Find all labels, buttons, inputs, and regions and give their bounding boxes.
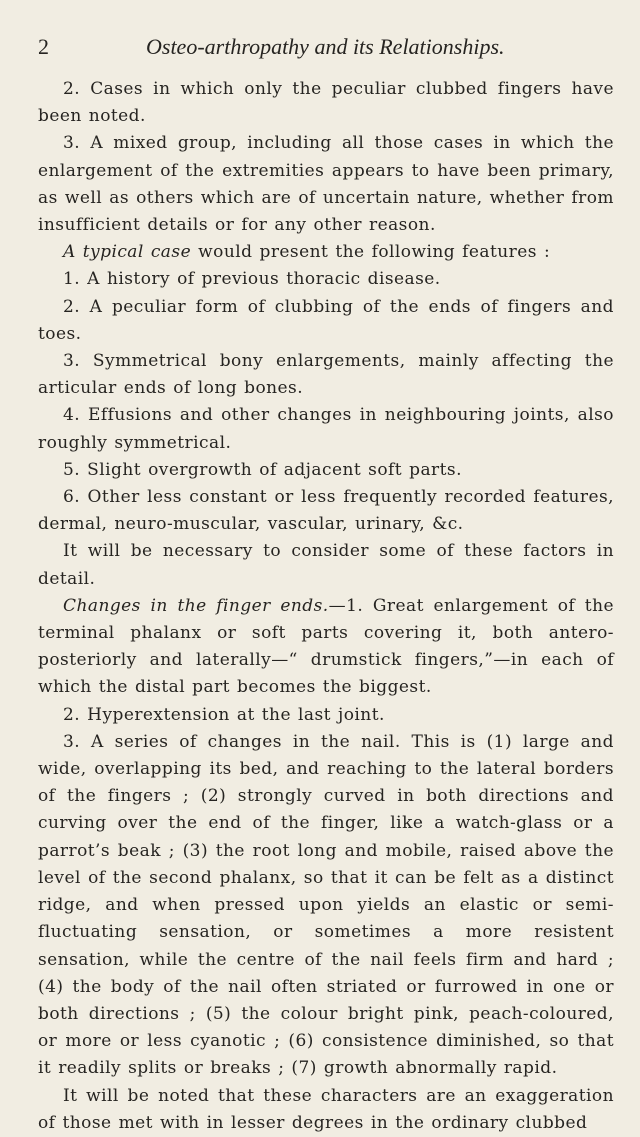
- list-item-effusions: [38, 402, 614, 456]
- body-text: [38, 76, 614, 1137]
- paragraph-text: 3. A series of changes in the nail. This is (1) large and wide, overlapping its bed, and reaching to the lateral borders of the fingers ; (2) strongly curved in both directions and curving over the end of the finger, like a watch-glass or a parrot’s beak ; (3) the root long and mobile, raised above the level of the second phalanx, so that it can be felt as a distinct ridge, and when pressed upon yields an elastic or semi-fluctuating sensation, or sometimes a more resistent sensation, while the centre of the nail feels firm and hard ; (4) the body of the nail often striated or furrowed in one or both directions ; (5) the colour bright pink, peach-coloured, or more or less cyanotic ; (6) consistence diminished, so that it readily splits or breaks ; (7) growth abnormally rapid.: [38, 731, 614, 1079]
- paragraph-consider-factors: [38, 538, 614, 592]
- paragraph-text: 2. Cases in which only the peculiar clubbed fingers have been noted.: [38, 79, 614, 127]
- list-item-clubbing: [38, 294, 614, 348]
- list-item-overgrowth: [38, 457, 614, 484]
- paragraph-text: would present the following features :: [191, 242, 551, 263]
- list-item-hyperextension: [38, 702, 614, 729]
- italic-lead: A typical case: [63, 242, 192, 263]
- list-item-nail-changes: [38, 729, 614, 1083]
- paragraph-text: 4. Effusions and other changes in neighbouring joints, also roughly symmetrical.: [38, 405, 614, 453]
- paragraph-text: 3. Symmetrical bony enlargements, mainly affecting the articular ends of long bones.: [38, 351, 614, 399]
- paragraph-cases-clubbed-fingers: [38, 76, 614, 130]
- paragraph-text: —1. Great enlargement of the terminal phalanx or soft parts covering it, both antero-posteriorly and laterally—“ drumstick fingers,”—in each of which the distal part becomes the biggest.: [38, 595, 614, 698]
- italic-lead: Changes in the finger ends.: [63, 595, 329, 616]
- paragraph-typical-case: [38, 239, 614, 266]
- paragraph-text: It will be noted that these characters are an exaggeration of those met with in lesser degrees in the ordinary clubbed: [38, 1085, 614, 1133]
- paragraph-mixed-group: [38, 130, 614, 239]
- list-item-bony-enlargements: [38, 348, 614, 402]
- paragraph-finger-ends: [38, 593, 614, 702]
- paragraph-text: 6. Other less constant or less frequently recorded features, dermal, neuro-muscular, vascular, urinary, &c.: [38, 487, 614, 535]
- list-item-thoracic-disease: [38, 266, 614, 293]
- paragraph-text: 3. A mixed group, including all those cases in which the enlargement of the extremities appears to have been primary, as well as others which are of uncertain nature, whether from insufficient details or for any other reason.: [38, 133, 614, 236]
- paragraph-text: 2. Hyperextension at the last joint.: [63, 704, 385, 725]
- list-item-other-features: [38, 484, 614, 538]
- paragraph-exaggeration: [38, 1083, 614, 1137]
- paragraph-text: It will be necessary to consider some of these factors in detail.: [38, 541, 614, 589]
- paragraph-text: 2. A peculiar form of clubbing of the ends of fingers and toes.: [38, 296, 614, 344]
- running-title: Osteo-arthropathy and its Relationships.: [146, 34, 505, 59]
- paragraph-text: 1. A history of previous thoracic disease.: [63, 269, 441, 290]
- paragraph-text: 5. Slight overgrowth of adjacent soft parts.: [63, 459, 462, 480]
- page-header: [38, 30, 610, 70]
- page-number: 2: [38, 34, 49, 59]
